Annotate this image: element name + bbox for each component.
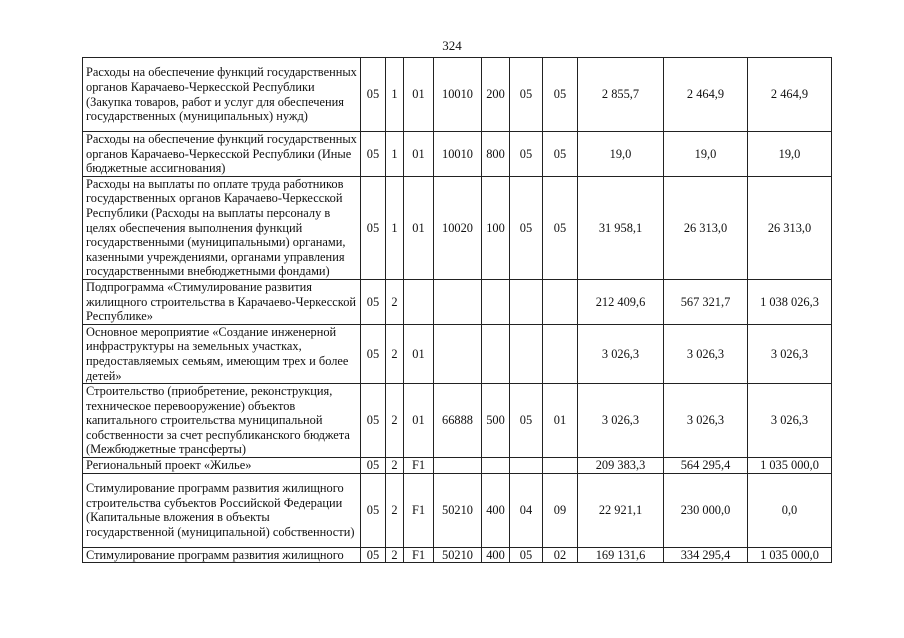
row-description: Расходы на обеспечение функций государственных органов Карачаево-Черкесской Республики (Иные бюджетные ассигнования) bbox=[83, 132, 361, 177]
code-program: 2 bbox=[386, 279, 404, 324]
code-subsection: 09 bbox=[543, 473, 578, 547]
value-year-3: 26 313,0 bbox=[748, 176, 832, 279]
value-year-3: 19,0 bbox=[748, 132, 832, 177]
page-number: 324 bbox=[442, 38, 462, 53]
code-direction: 50210 bbox=[434, 473, 482, 547]
row-description: Региональный проект «Жилье» bbox=[83, 458, 361, 474]
code-direction bbox=[434, 324, 482, 383]
code-subprogram: 01 bbox=[404, 132, 434, 177]
value-year-2: 19,0 bbox=[664, 132, 748, 177]
code-subprogram: F1 bbox=[404, 547, 434, 563]
code-section: 05 bbox=[361, 132, 386, 177]
value-year-1: 169 131,6 bbox=[578, 547, 664, 563]
code-subprogram: 01 bbox=[404, 176, 434, 279]
value-year-2: 567 321,7 bbox=[664, 279, 748, 324]
code-direction bbox=[434, 458, 482, 474]
table-row bbox=[83, 324, 832, 383]
code-section: 05 bbox=[361, 473, 386, 547]
code-expense-type: 100 bbox=[482, 176, 510, 279]
value-year-3: 2 464,9 bbox=[748, 58, 832, 132]
table-row bbox=[83, 473, 832, 547]
code-expense-type: 200 bbox=[482, 58, 510, 132]
value-year-2: 2 464,9 bbox=[664, 58, 748, 132]
code-expense-type: 400 bbox=[482, 473, 510, 547]
row-description: Расходы на выплаты по оплате труда работников государственных органов Карачаево-Черкесской Республики (Расходы на выплаты персоналу в целях обеспечения выполнения функций государственными (муниципальными) органами, казенными учреждениями, органами управления государственными внебюджетными фондами) bbox=[83, 176, 361, 279]
code-section: 05 bbox=[361, 384, 386, 458]
code-expense-type: 400 bbox=[482, 547, 510, 563]
code-subsection: 05 bbox=[543, 176, 578, 279]
code-subsection: 02 bbox=[543, 547, 578, 563]
code-subsection bbox=[543, 458, 578, 474]
code-section: 05 bbox=[361, 547, 386, 563]
table-row bbox=[83, 458, 832, 474]
value-year-2: 230 000,0 bbox=[664, 473, 748, 547]
code-chapter: 04 bbox=[510, 473, 543, 547]
code-program: 1 bbox=[386, 132, 404, 177]
code-subprogram bbox=[404, 279, 434, 324]
code-section: 05 bbox=[361, 458, 386, 474]
row-description: Стимулирование программ развития жилищного bbox=[83, 547, 361, 563]
code-expense-type: 800 bbox=[482, 132, 510, 177]
table-row bbox=[83, 58, 832, 132]
value-year-1: 19,0 bbox=[578, 132, 664, 177]
value-year-1: 212 409,6 bbox=[578, 279, 664, 324]
code-subprogram: F1 bbox=[404, 473, 434, 547]
value-year-3: 0,0 bbox=[748, 473, 832, 547]
value-year-2: 334 295,4 bbox=[664, 547, 748, 563]
value-year-2: 3 026,3 bbox=[664, 324, 748, 383]
code-direction: 10010 bbox=[434, 58, 482, 132]
row-description: Расходы на обеспечение функций государственных органов Карачаево-Черкесской Республики (Закупка товаров, работ и услуг для обеспечения государственных (муниципальных) нужд) bbox=[83, 58, 361, 132]
code-subsection: 05 bbox=[543, 132, 578, 177]
code-chapter: 05 bbox=[510, 384, 543, 458]
value-year-3: 3 026,3 bbox=[748, 324, 832, 383]
code-direction: 66888 bbox=[434, 384, 482, 458]
table-row bbox=[83, 547, 832, 563]
code-subprogram: 01 bbox=[404, 324, 434, 383]
code-program: 1 bbox=[386, 58, 404, 132]
code-expense-type bbox=[482, 458, 510, 474]
code-program: 1 bbox=[386, 176, 404, 279]
code-subsection: 01 bbox=[543, 384, 578, 458]
value-year-1: 3 026,3 bbox=[578, 384, 664, 458]
row-description: Подпрограмма «Стимулирование развития жилищного строительства в Карачаево-Черкесской Республике» bbox=[83, 279, 361, 324]
table-row bbox=[83, 176, 832, 279]
code-expense-type: 500 bbox=[482, 384, 510, 458]
code-direction: 10010 bbox=[434, 132, 482, 177]
value-year-3: 3 026,3 bbox=[748, 384, 832, 458]
value-year-2: 564 295,4 bbox=[664, 458, 748, 474]
table-row bbox=[83, 384, 832, 458]
code-chapter: 05 bbox=[510, 176, 543, 279]
code-section: 05 bbox=[361, 279, 386, 324]
code-chapter bbox=[510, 279, 543, 324]
value-year-1: 2 855,7 bbox=[578, 58, 664, 132]
code-section: 05 bbox=[361, 58, 386, 132]
table-row bbox=[83, 279, 832, 324]
code-section: 05 bbox=[361, 176, 386, 279]
code-chapter: 05 bbox=[510, 58, 543, 132]
value-year-1: 3 026,3 bbox=[578, 324, 664, 383]
code-program: 2 bbox=[386, 324, 404, 383]
value-year-3: 1 038 026,3 bbox=[748, 279, 832, 324]
row-description: Основное мероприятие «Создание инженерной инфраструктуры на земельных участках, предоставляемых семьям, имеющим трех и более детей» bbox=[83, 324, 361, 383]
value-year-2: 26 313,0 bbox=[664, 176, 748, 279]
code-subsection: 05 bbox=[543, 58, 578, 132]
code-direction: 50210 bbox=[434, 547, 482, 563]
code-subsection bbox=[543, 279, 578, 324]
code-section: 05 bbox=[361, 324, 386, 383]
code-chapter: 05 bbox=[510, 547, 543, 563]
value-year-1: 22 921,1 bbox=[578, 473, 664, 547]
code-subprogram: 01 bbox=[404, 384, 434, 458]
budget-table bbox=[82, 57, 832, 563]
row-description: Строительство (приобретение, реконструкция, техническое перевооружение) объектов капитального строительства муниципальной собственности за счет республиканского бюджета (Межбюджетные трансферты) bbox=[83, 384, 361, 458]
code-program: 2 bbox=[386, 473, 404, 547]
table-row bbox=[83, 132, 832, 177]
code-program: 2 bbox=[386, 547, 404, 563]
code-program: 2 bbox=[386, 384, 404, 458]
code-chapter bbox=[510, 458, 543, 474]
row-description: Стимулирование программ развития жилищного строительства субъектов Российской Федерации (Капитальные вложения в объекты государственной (муниципальной) собственности) bbox=[83, 473, 361, 547]
code-expense-type bbox=[482, 324, 510, 383]
code-direction bbox=[434, 279, 482, 324]
value-year-2: 3 026,3 bbox=[664, 384, 748, 458]
code-direction: 10020 bbox=[434, 176, 482, 279]
code-expense-type bbox=[482, 279, 510, 324]
value-year-1: 209 383,3 bbox=[578, 458, 664, 474]
code-subprogram: F1 bbox=[404, 458, 434, 474]
code-chapter: 05 bbox=[510, 132, 543, 177]
code-subsection bbox=[543, 324, 578, 383]
code-subprogram: 01 bbox=[404, 58, 434, 132]
code-program: 2 bbox=[386, 458, 404, 474]
value-year-3: 1 035 000,0 bbox=[748, 458, 832, 474]
code-chapter bbox=[510, 324, 543, 383]
value-year-3: 1 035 000,0 bbox=[748, 547, 832, 563]
value-year-1: 31 958,1 bbox=[578, 176, 664, 279]
